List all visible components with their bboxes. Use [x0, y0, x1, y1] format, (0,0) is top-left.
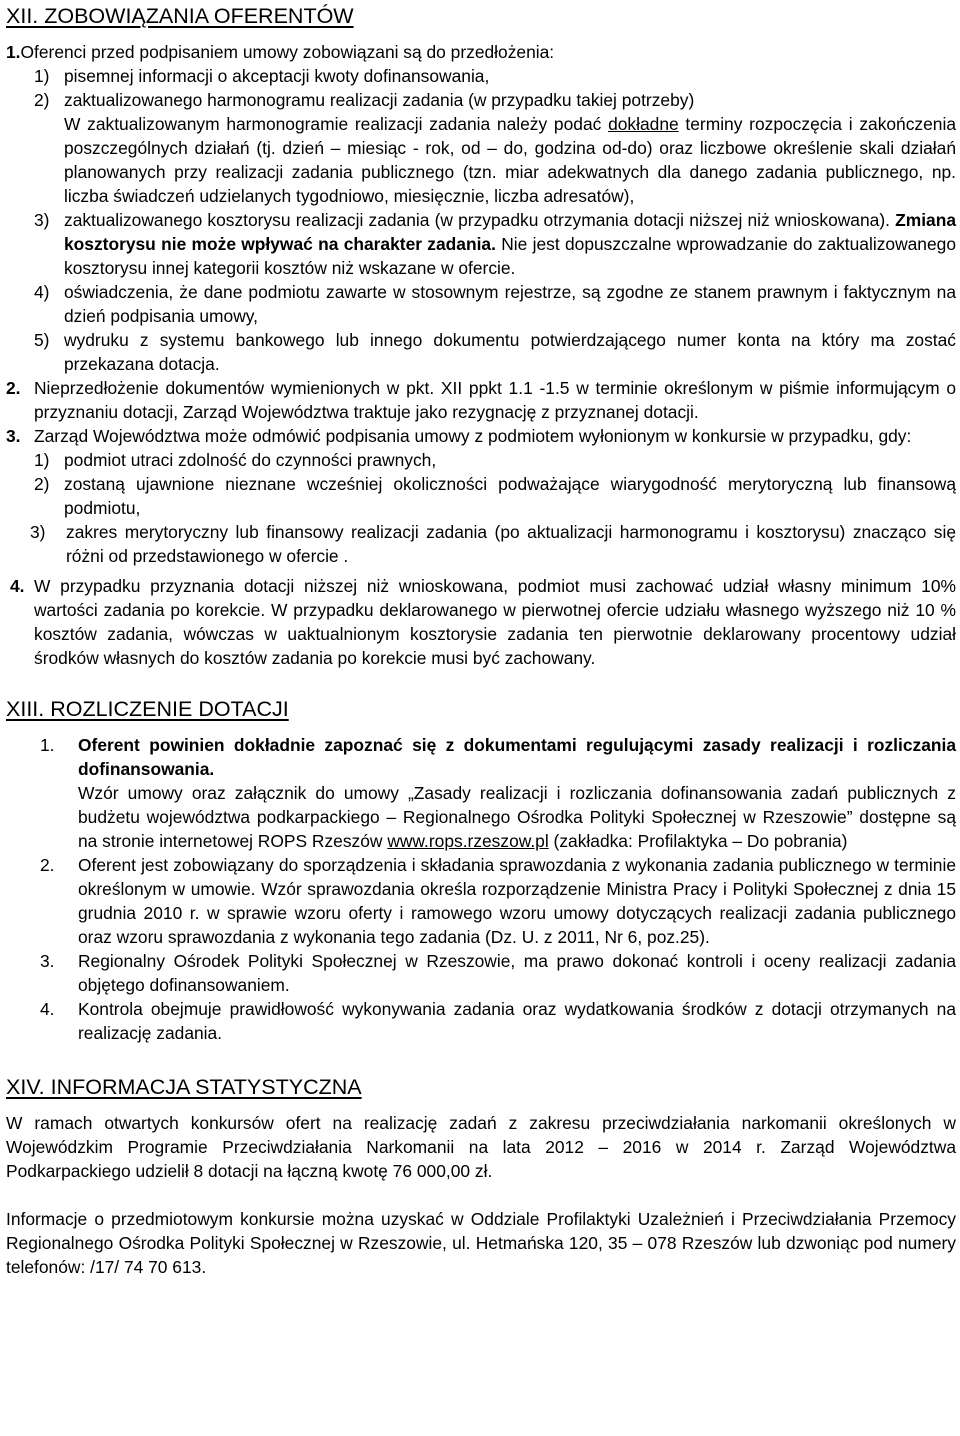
item-number: 1)	[34, 450, 50, 470]
continuation-text-b: terminy rozpoczęcia i zakończenia poszczególnych działań (tj. dzień – miesiąc - rok, od – do, godzina od-do) oraz liczbowe określenie skali działań planowanych przy realizacji zadania publicznego (tzn. miar adekwatnych dla danego zadania publicznego, np. liczba świadczeń udzielanych tygodniowo, miesięcznie, liczba adresatów),	[64, 114, 956, 206]
item-number: 5)	[34, 330, 50, 350]
statistics-paragraph: W ramach otwartych konkursów ofert na realizację zadań z zakresu przeciwdziałania narkomanii określonych w Wojewódzkim Programie Przeciwdziałania Narkomanii na lata 2012 – 2016 w 2014 r. Zarząd Województwa Podkarpackiego udzielił 8 dotacji na łączną kwotę 76 000,00 zł.	[6, 1113, 956, 1181]
point-body	[78, 733, 956, 853]
section-xiii-point-1	[6, 733, 956, 853]
point-number: 2.	[6, 378, 21, 398]
section-xii-point-1	[6, 40, 956, 64]
continuation-text-a: W zaktualizowanym harmonogramie realizacji zadania należy podać	[64, 114, 609, 134]
item-text: oświadczenia, że dane podmiotu zawarte w stosownym rejestrze, są zgodne ze stanem prawnym i faktycznym na dzień podpisania umowy,	[64, 282, 956, 326]
item-text: zostaną ujawnione nieznane wcześniej okoliczności podważające wiarygodność merytoryczną lub finansową podmiotu,	[64, 474, 956, 518]
point-text: Oferenci przed podpisaniem umowy zobowiązani są do przedłożenia:	[20, 42, 555, 62]
item-text-b: Nie jest dopuszczalne wprowadzanie do zaktualizowanego kosztorysu innej kategorii kosztów niż wskazane w ofercie.	[64, 234, 956, 278]
point-number: 1.	[6, 42, 21, 62]
item-text: zakres merytoryczny lub finansowy realizacji zadania (po aktualizacji harmonogramu i kosztorysu) znacząco się różni od przedstawionego w ofercie .	[66, 522, 956, 566]
condition-item-1	[6, 448, 956, 472]
item-text: podmiot utraci zdolność do czynności prawnych,	[64, 450, 437, 470]
point-number: 2.	[40, 855, 55, 875]
point-text: Kontrola obejmuje prawidłowość wykonywania zadania oraz wydatkowania środków z dotacji otrzymanych na realizację zadania.	[78, 999, 956, 1043]
section-xiii-point-4	[6, 997, 956, 1045]
point-text: Regionalny Ośrodek Polityki Społecznej w Rzeszowie, ma prawo dokonać kontroli i oceny realizacji zadania objętego dofinansowaniem.	[78, 951, 956, 995]
item-text: wydruku z systemu bankowego lub innego dokumentu potwierdzającego numer konta na który ma zostać przekazana dotacja.	[64, 330, 956, 374]
paragraph-gap	[6, 1183, 956, 1207]
section-xii-point-2	[6, 376, 956, 424]
point-number: 3.	[40, 951, 55, 971]
point-text: Wzór umowy oraz załącznik do umowy „Zasady realizacji i rozliczania dofinansowania zadań publicznych z budżetu województwa podkarpackiego – Regionalnego Ośrodka Polityki Społecznej w Rzeszowie” dostępne są na stronie internetowej ROPS Rzeszów	[78, 783, 956, 851]
point-number: 4.	[40, 999, 55, 1019]
section-xii-heading: XII. ZOBOWIĄZANIA OFERENTÓW	[6, 4, 354, 28]
section-xiii-point-3	[6, 949, 956, 997]
point-text: W przypadku przyznania dotacji niższej niż wnioskowana, podmiot musi zachować udział własny minimum 10% wartości zadania po korekcie. W przypadku deklarowanego w pierwotnej ofercie udziału własnego wyższego niż 10 % kosztów zadania, wówczas w uaktualnionym kosztorysie zadania ten pierwotnie deklarowany procentowy udział środków własnych do kosztów zadania po korekcie musi być zachowany.	[34, 576, 956, 668]
list-item-3	[6, 208, 956, 280]
list-item-2-continuation	[6, 112, 956, 208]
item-number: 4)	[34, 282, 50, 302]
item-text-a: zaktualizowanego kosztorysu realizacji zadania (w przypadku otrzymania dotacji niższej niż wnioskowana).	[64, 210, 896, 230]
condition-item-3	[6, 520, 956, 568]
point-number: 3.	[6, 426, 21, 446]
item-number: 1)	[34, 66, 50, 86]
list-item-1	[6, 64, 956, 88]
rops-website-link[interactable]: www.rops.rzeszow.pl	[387, 831, 549, 851]
list-item-5	[6, 328, 956, 376]
point-text-tail: (zakładka: Profilaktyka – Do pobrania)	[548, 831, 848, 851]
contact-paragraph: Informacje o przedmiotowym konkursie można uzyskać w Oddziale Profilaktyki Uzależnień i Przeciwdziałania Przemocy Regionalnego Ośrodka Polityki Społecznej w Rzeszowie, ul. Hetmańska 120, 35 – 078 Rzeszów lub dzwoniąc pod numery telefonów: /17/ 74 70 613.	[6, 1209, 956, 1277]
item-number: 2)	[34, 474, 50, 494]
underlined-word: dokładne	[608, 114, 679, 134]
condition-item-2	[6, 472, 956, 520]
point-text: Zarząd Województwa może odmówić podpisania umowy z podmiotem wyłonionym w konkursie w przypadku, gdy:	[34, 426, 912, 446]
item-text: pisemnej informacji o akceptacji kwoty dofinansowania,	[64, 66, 490, 86]
section-xii-point-4	[6, 574, 956, 670]
bold-notice: Zmiana kosztorysu nie może wpływać na charakter zadania.	[64, 210, 956, 254]
section-xiii-heading: XIII. ROZLICZENIE DOTACJI	[6, 697, 289, 721]
point-text: Oferent jest zobowiązany do sporządzenia i składania sprawozdania z wykonania zadania publicznego w terminie określonym w umowie. Wzór sprawozdania określa rozporządzenie Ministra Pracy i Polityki Społecznej z dnia 15 grudnia 2010 r. w sprawie wzoru oferty i ramowego wzoru umowy dotyczących realizacji zadania publicznego oraz wzoru sprawozdania z wykonania tego zadania (Dz. U. z 2011, Nr 6, poz.25).	[78, 855, 956, 947]
bold-instruction: Oferent powinien dokładnie zapoznać się z dokumentami regulującymi zasady realizacji i rozliczania dofinansowania.	[78, 735, 956, 779]
item-number: 2)	[34, 90, 50, 110]
point-number: 1.	[40, 735, 55, 755]
list-item-2	[6, 88, 956, 112]
item-text: zaktualizowanego harmonogramu realizacji zadania (w przypadku takiej potrzeby)	[64, 90, 695, 110]
section-xii-point-3	[6, 424, 956, 448]
list-item-4	[6, 280, 956, 328]
item-number: 3)	[30, 522, 46, 542]
section-xiii-point-2	[6, 853, 956, 949]
point-text: Nieprzedłożenie dokumentów wymienionych w pkt. XII ppkt 1.1 -1.5 w terminie określonym w piśmie informującym o przyznaniu dotacji, Zarząd Województwa traktuje jako rezygnację z przyznanej dotacji.	[34, 378, 956, 422]
item-number: 3)	[34, 210, 50, 230]
document-page	[6, 2, 956, 1279]
item-text	[64, 208, 956, 280]
section-xiv-heading: XIV. INFORMACJA STATYSTYCZNA	[6, 1075, 362, 1099]
point-number: 4.	[10, 576, 25, 596]
